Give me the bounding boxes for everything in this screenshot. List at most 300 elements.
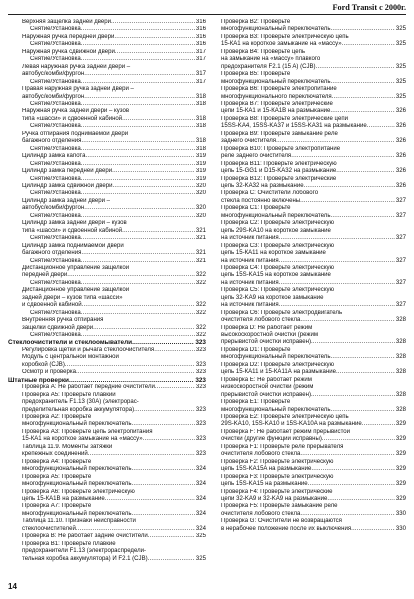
toc-entry-text: на источник питания bbox=[221, 235, 279, 242]
toc-page-number: 327 bbox=[395, 235, 406, 242]
toc-entry-text: многофункциональный переключатель bbox=[22, 510, 132, 517]
toc-page-number: 326 bbox=[395, 182, 406, 189]
toc-page-number: 320 bbox=[195, 205, 206, 212]
toc-page-number: 328 bbox=[395, 317, 406, 324]
toc-entry-text: Наружная ручка сдвижной двери bbox=[22, 48, 115, 55]
toc-entry-text: низкоскоростной очистки (режим bbox=[221, 384, 314, 391]
toc-entry-text: Проверка В4: Проверьте цепь bbox=[221, 48, 306, 55]
toc-entry bbox=[8, 64, 206, 79]
toc-entry-text: Проверка А7: Проверьте bbox=[22, 503, 92, 510]
toc-entry-text: задней двери – кузов типа «шасси» bbox=[22, 294, 123, 301]
toc-entry bbox=[207, 444, 406, 459]
leader-dots bbox=[86, 153, 195, 160]
toc-page-number: 328 bbox=[395, 391, 406, 398]
toc-entry-text: Дистанционное управление защелкой bbox=[22, 287, 130, 294]
toc-entry bbox=[207, 287, 406, 309]
toc-entry-text: Проверка В: Не работает задние очистители bbox=[22, 533, 148, 540]
leader-dots bbox=[114, 34, 195, 41]
toc-entry-text: на замыкание на «массу» плавкого bbox=[221, 56, 321, 63]
toc-entry-text: тельная коробка аккумулятора) И F2.1 (CJB) bbox=[22, 555, 148, 562]
toc-entry bbox=[8, 287, 206, 309]
toc-entry-text: Проверка В6: Проверьте электропитание bbox=[221, 86, 337, 93]
toc-entry-text: Проверка В1: Проверьте плавкие bbox=[22, 540, 116, 547]
leader-dots bbox=[330, 213, 394, 220]
leader-dots bbox=[105, 496, 195, 503]
toc-entry-text: многофункциональный переключатель bbox=[221, 26, 331, 33]
toc-page-number: 329 bbox=[395, 481, 406, 488]
leader-dots bbox=[330, 108, 395, 115]
toc-entry-text: Проверка В5: Проверьте bbox=[221, 71, 291, 78]
leader-dots bbox=[308, 481, 395, 488]
leader-dots bbox=[311, 339, 395, 346]
toc-entry-text: 29S-KA10, 15S-KA10 и 15S-KA10A на размыкание bbox=[221, 421, 362, 428]
leader-dots bbox=[131, 466, 194, 473]
toc-entry bbox=[207, 474, 406, 489]
toc-entry bbox=[207, 414, 406, 429]
toc-entry bbox=[8, 123, 206, 130]
toc-entry-text: Цилиндр замка задней двери – кузов bbox=[22, 220, 127, 227]
leader-dots bbox=[81, 79, 195, 86]
toc-entry-text: многофункциональный переключатель bbox=[22, 421, 132, 428]
leader-dots bbox=[82, 302, 195, 309]
toc-entry bbox=[8, 108, 206, 123]
toc-entry bbox=[8, 332, 206, 339]
toc-entry bbox=[207, 71, 406, 86]
toc-entry bbox=[8, 503, 206, 518]
toc-entry-text: защелки сдвижной двери bbox=[22, 324, 94, 331]
toc-entry bbox=[8, 190, 206, 197]
toc-page-number: 325 bbox=[395, 93, 406, 100]
toc-page-number: 325 bbox=[395, 41, 406, 48]
toc-entry bbox=[8, 474, 206, 489]
toc-page-number: 317 bbox=[195, 48, 206, 55]
toc-entry bbox=[8, 541, 206, 563]
leader-dots bbox=[84, 205, 195, 212]
leader-dots bbox=[81, 213, 195, 220]
toc-page-number: 320 bbox=[195, 182, 206, 189]
toc-entry bbox=[207, 503, 406, 518]
toc-entry-text: Штатные проверки bbox=[8, 376, 69, 384]
leader-dots bbox=[143, 436, 195, 443]
toc-entry-text: Проверка В10: Проверьте электропитание bbox=[221, 145, 341, 152]
leader-dots bbox=[115, 49, 195, 56]
leader-dots bbox=[76, 369, 195, 376]
leader-dots bbox=[122, 116, 195, 123]
toc-entry-text: цепь 15-КА11 и 15-КА11А на размыкание bbox=[221, 369, 336, 376]
toc-right-column bbox=[207, 19, 406, 533]
toc-entry-text: Проверка А3: Проверьте цепь электропитания bbox=[22, 428, 153, 435]
leader-dots bbox=[93, 325, 195, 332]
toc-entry-text: коробкой (CJB) bbox=[22, 361, 65, 368]
toc-entry-text: Ручка отпирания поднимаемой двери bbox=[22, 130, 129, 137]
toc-page-number: 330 bbox=[395, 510, 406, 517]
toc-entry bbox=[8, 198, 206, 213]
leader-dots bbox=[132, 339, 194, 346]
toc-entry bbox=[207, 459, 406, 474]
toc-page-number: 328 bbox=[395, 354, 406, 361]
toc-page-number: 324 bbox=[195, 466, 206, 473]
toc-entry bbox=[207, 377, 406, 399]
toc-entry-text: Снятие/Установка bbox=[30, 175, 81, 182]
toc-entry-text: Проверка А: Не работает передние очистители bbox=[22, 384, 155, 391]
toc-entry-text: Снятие/Установка bbox=[30, 78, 81, 85]
toc-page-number: 322 bbox=[195, 324, 206, 331]
toc-entry bbox=[8, 339, 206, 346]
toc-entry-text: Проверка С6: Проверьте электродвигатель bbox=[221, 309, 343, 316]
leader-dots bbox=[131, 481, 194, 488]
toc-entry-text: на источник питания bbox=[221, 257, 279, 264]
toc-entry bbox=[8, 41, 206, 48]
toc-entry bbox=[207, 116, 406, 131]
toc-entry-text: Проверка А6: Проверьте электрическую bbox=[22, 488, 135, 495]
toc-entry-text: багажного отделения bbox=[22, 250, 82, 257]
leader-dots bbox=[88, 451, 195, 458]
toc-entry-text: в нерабочее положение после их выключения bbox=[221, 525, 352, 532]
toc-entry-text: Проверка А4: Проверьте bbox=[22, 458, 92, 465]
leader-dots bbox=[81, 176, 195, 183]
toc-page-number: 316 bbox=[195, 33, 206, 40]
toc-page-number: 318 bbox=[195, 145, 206, 152]
leader-dots bbox=[155, 384, 195, 391]
toc-entry bbox=[8, 369, 206, 376]
toc-entry-text: Проверка Е2: Проверьте электрическую цепь bbox=[221, 414, 349, 421]
toc-entry bbox=[8, 176, 206, 183]
toc-entry-text: типа «шасси» и сдвоенной кабиной bbox=[22, 227, 123, 234]
toc-entry bbox=[207, 399, 406, 414]
leader-dots bbox=[304, 183, 395, 190]
toc-entry-text: Снятие/Установка bbox=[30, 190, 81, 197]
leader-dots bbox=[291, 153, 395, 160]
toc-page-number: 317 bbox=[195, 78, 206, 85]
toc-entry-text: цепи 32-KA9 и 32-KA9 на размыкание bbox=[221, 496, 328, 502]
toc-entry bbox=[207, 161, 406, 176]
leader-dots bbox=[362, 421, 395, 428]
toc-entry-text: цепи 15-КА1 и 15-КА1В на размыкание bbox=[221, 108, 331, 115]
toc-entry-text: Проверка В12: Проверьте электрические bbox=[221, 175, 337, 182]
toc-entry-text: реле заднего очистителя bbox=[221, 153, 292, 160]
toc-entry-text: Проверка В3: Проверьте электрическую цепь bbox=[221, 33, 349, 40]
leader-dots bbox=[81, 41, 195, 48]
toc-entry-text: Цилиндр замка передней двери bbox=[22, 168, 113, 175]
toc-entry bbox=[8, 243, 206, 258]
toc-entry bbox=[8, 310, 206, 317]
toc-page-number: 317 bbox=[195, 71, 206, 78]
toc-entry bbox=[207, 86, 406, 101]
toc-entry-text: прерывистой очистки исправен) bbox=[221, 339, 311, 346]
toc-entry-text: цепь 32-KA32 на размыкание bbox=[221, 182, 304, 189]
toc-entry bbox=[207, 489, 406, 504]
toc-entry bbox=[8, 377, 206, 384]
leader-dots bbox=[131, 511, 194, 518]
toc-entry bbox=[207, 347, 406, 362]
toc-entry-text: Проверка G: Очистители не возвращаются bbox=[221, 518, 342, 525]
toc-page-number: 324 bbox=[195, 525, 206, 532]
toc-entry-text: очистителя лобового стекла bbox=[221, 510, 301, 517]
toc-entry-text: Проверка F2: Проверьте электрическую bbox=[221, 458, 334, 465]
toc-entry bbox=[8, 49, 206, 56]
toc-page-number: 322 bbox=[195, 332, 206, 339]
toc-entry bbox=[207, 176, 406, 191]
leader-dots bbox=[367, 123, 395, 130]
page-number: 14 bbox=[8, 582, 17, 591]
toc-page-number: 327 bbox=[395, 197, 406, 204]
toc-entry bbox=[8, 317, 206, 332]
toc-entry bbox=[8, 354, 206, 369]
toc-entry bbox=[8, 34, 206, 41]
toc-entry-text: многофункциональный переключатель bbox=[221, 354, 331, 361]
toc-page-number: 327 bbox=[395, 279, 406, 286]
toc-page-number: 319 bbox=[195, 168, 206, 175]
toc-entry bbox=[8, 220, 206, 235]
toc-entry-text: Наружная ручка передней двери bbox=[22, 33, 115, 40]
toc-entry-text: Проверка F4: Проверьте электрические bbox=[221, 488, 333, 495]
leader-dots bbox=[336, 369, 395, 376]
toc-entry-text: Проверка В2: Проверьте bbox=[221, 19, 291, 25]
toc-page-number: 323 bbox=[195, 436, 206, 443]
leader-dots bbox=[76, 526, 195, 533]
leader-dots bbox=[81, 26, 195, 33]
leader-dots bbox=[122, 228, 195, 235]
toc-page-number: 329 bbox=[395, 466, 406, 473]
toc-page-number: 318 bbox=[195, 93, 206, 100]
toc-entry-text: многофункциональный переключатель bbox=[22, 481, 132, 488]
toc-entry bbox=[8, 213, 206, 220]
toc-entry-text: Проверка С1: Проверьте bbox=[221, 205, 291, 212]
toc-page-number: 326 bbox=[395, 138, 406, 145]
leader-dots bbox=[311, 466, 395, 473]
toc-entry bbox=[207, 146, 406, 161]
toc-entry-text: Стеклоочистители и стеклоомыватели bbox=[8, 339, 133, 347]
leader-dots bbox=[112, 168, 195, 175]
toc-page-number: 327 bbox=[395, 212, 406, 219]
toc-page-number: 321 bbox=[195, 250, 206, 257]
toc-page-number: 323 bbox=[195, 346, 206, 353]
leader-dots bbox=[300, 511, 395, 518]
toc-page-number: 317 bbox=[195, 56, 206, 63]
toc-entry-text: Снятие/Установка bbox=[30, 56, 81, 63]
toc-page-number: 318 bbox=[195, 115, 206, 122]
toc-entry bbox=[8, 280, 206, 287]
toc-entry bbox=[8, 153, 206, 160]
leader-dots bbox=[65, 362, 195, 369]
toc-entry bbox=[8, 258, 206, 265]
toc-entry bbox=[207, 518, 406, 533]
leader-dots bbox=[148, 556, 195, 563]
toc-entry-text: Снятие/Установка bbox=[30, 41, 81, 48]
toc-entry-text: и сдвоенной кабиной bbox=[22, 302, 82, 309]
toc-entry-text: 15-КА1 на короткое замыкание на «массу» bbox=[22, 436, 143, 443]
toc-entry-text: Проверка В7: Проверьте электрические bbox=[221, 100, 333, 107]
toc-entry bbox=[8, 161, 206, 168]
toc-entry-text: Проверка F3: Проверьте электрическую bbox=[221, 473, 334, 480]
toc-entry bbox=[207, 429, 406, 444]
leader-dots bbox=[332, 94, 395, 101]
header-title: Ford Transit с 2000г. bbox=[332, 3, 406, 12]
toc-page-number: 323 bbox=[195, 406, 206, 413]
toc-page-number: 323 bbox=[195, 451, 206, 458]
leader-dots bbox=[81, 161, 195, 168]
toc-page-number: 323 bbox=[195, 339, 206, 347]
toc-page-number: 318 bbox=[195, 100, 206, 107]
toc-entry bbox=[207, 34, 406, 49]
toc-entry-text: Дистанционное управление защелкой bbox=[22, 264, 130, 271]
toc-entry-text: очистки (другие функции исправны) bbox=[221, 436, 322, 443]
toc-entry-text: многофункциональный переключатель bbox=[221, 78, 331, 85]
toc-entry-text: Снятие/Установка bbox=[30, 145, 81, 152]
leader-dots bbox=[300, 317, 395, 324]
toc-page-number: 328 bbox=[395, 406, 406, 413]
leader-dots bbox=[330, 79, 394, 86]
toc-page-number: 323 bbox=[195, 384, 206, 391]
leader-dots bbox=[279, 302, 395, 309]
toc-entry bbox=[207, 101, 406, 116]
toc-page-number: 322 bbox=[195, 279, 206, 286]
toc-page-number: 330 bbox=[395, 525, 406, 532]
toc-entry bbox=[8, 459, 206, 474]
toc-entry-text: заднего очистителя bbox=[221, 138, 277, 145]
toc-page-number: 322 bbox=[195, 272, 206, 279]
toc-entry-text: Таблица 11.9. Моменты затяжки bbox=[22, 443, 113, 450]
toc-entry-text: предохранитель F1.13 (30А) (электрорас- bbox=[22, 399, 139, 406]
leader-dots bbox=[316, 64, 395, 71]
toc-entry-text: Цилиндр замка поднимаемой двери bbox=[22, 242, 124, 249]
toc-page-number: 329 bbox=[395, 436, 406, 443]
header-rule bbox=[8, 14, 406, 15]
toc-page-number: 323 bbox=[195, 421, 206, 428]
toc-page-number: 321 bbox=[195, 257, 206, 264]
toc-entry-text: Правая наружная ручка задней двери – bbox=[22, 86, 134, 93]
toc-entry-text: цепь 15S-KA15 на размыкание bbox=[221, 481, 308, 488]
toc-page-number: 326 bbox=[395, 123, 406, 130]
toc-entry-text: многофункциональный переключатель bbox=[22, 466, 132, 473]
toc-entry-text: цепь 15-GG1 и D15-KA32 на размыкание bbox=[221, 168, 337, 175]
leader-dots bbox=[81, 235, 195, 242]
toc-entry-text: Верхняя защелка задней двери bbox=[22, 19, 112, 25]
toc-entry-text: Проверка В9: Проверьте замыкание реле bbox=[221, 130, 338, 137]
toc-entry bbox=[8, 26, 206, 33]
toc-entry-text: Снятие/Установка bbox=[30, 160, 81, 167]
toc-entry-text: предохранителя F2.1 (15 A) (CJB) bbox=[221, 63, 316, 70]
toc-entry-text: багажного отделения bbox=[22, 138, 82, 145]
toc-entry bbox=[207, 243, 406, 265]
leader-dots bbox=[81, 138, 195, 145]
toc-entry-text: передней двери bbox=[22, 272, 68, 279]
leader-dots bbox=[81, 123, 195, 130]
toc-entry-text: 15SS-KA4, 15SS-KA37 и 15SS-KA31 на размыкание bbox=[221, 123, 367, 130]
toc-entry bbox=[8, 56, 206, 63]
toc-entry bbox=[8, 265, 206, 280]
leader-dots bbox=[300, 451, 395, 458]
toc-entry-text: Проверка Е1: Проверьте bbox=[221, 399, 291, 406]
toc-page-number: 323 bbox=[195, 369, 206, 376]
toc-entry-text: Проверка F: Не работает режим прерывистой bbox=[221, 428, 351, 435]
toc-page-number: 326 bbox=[395, 153, 406, 160]
toc-entry-text: Снятие/Установка bbox=[30, 100, 81, 107]
toc-page-number: 318 bbox=[195, 138, 206, 145]
toc-entry-text: цепь 15S-KA15 на короткое замыкание bbox=[221, 272, 331, 279]
toc-left-column bbox=[8, 19, 206, 563]
toc-page-number: 325 bbox=[395, 78, 406, 85]
toc-entry bbox=[8, 79, 206, 86]
leader-dots bbox=[330, 26, 394, 33]
toc-page-number: 328 bbox=[395, 369, 406, 376]
leader-dots bbox=[342, 41, 395, 48]
toc-page-number: 327 bbox=[395, 257, 406, 264]
leader-dots bbox=[81, 280, 195, 287]
toc-entry bbox=[8, 183, 206, 190]
toc-entry bbox=[8, 533, 206, 540]
toc-page-number: 319 bbox=[195, 175, 206, 182]
toc-page-number: 325 bbox=[395, 63, 406, 70]
toc-entry bbox=[207, 205, 406, 220]
toc-entry-text: прерывистой очистки исправен) bbox=[221, 391, 311, 398]
toc-entry-text: Проверка F5: Проверьте замыкание реле bbox=[221, 503, 338, 510]
toc-entry-text: Проверка Е: Не работает режим bbox=[221, 376, 312, 383]
toc-entry bbox=[8, 384, 206, 391]
toc-entry-text: Внутренняя ручка отпирания bbox=[22, 317, 104, 324]
toc-entry-text: высокоскоростной очистки (режим bbox=[221, 332, 318, 339]
leader-dots bbox=[134, 407, 195, 414]
leader-dots bbox=[81, 101, 195, 108]
leader-dots bbox=[327, 496, 395, 503]
leader-dots bbox=[276, 138, 395, 145]
toc-entry-text: Проверка С2: Проверьте электрическую bbox=[221, 220, 335, 227]
toc-entry bbox=[8, 429, 206, 444]
toc-entry-text: цепь 15-КА11 на короткое замыкание bbox=[221, 250, 326, 257]
toc-entry-text: очистителя лобового стекла bbox=[221, 317, 301, 324]
toc-entry-text: на источник питания bbox=[221, 279, 279, 286]
toc-entry-text: автобус/комби/фургон bbox=[22, 93, 85, 100]
toc-page-number: 324 bbox=[195, 496, 206, 502]
toc-entry-text: Цилиндр замка сдвижной двери bbox=[22, 182, 113, 189]
leader-dots bbox=[154, 347, 195, 354]
toc-entry-text: пределительная коробка аккумулятора) bbox=[22, 406, 135, 413]
leader-dots bbox=[69, 377, 194, 384]
toc-page-number: 318 bbox=[195, 123, 206, 130]
toc-entry-text: Снятие/Установка bbox=[30, 279, 81, 286]
toc-entry bbox=[8, 131, 206, 146]
toc-entry-text: Регулировка щетки и рычага стеклоочистителя bbox=[22, 346, 155, 353]
toc-entry bbox=[8, 19, 206, 26]
toc-entry-text: Проверка С4: Проверьте электрическую bbox=[221, 264, 335, 271]
toc-entry-text: Снятие/Установка bbox=[30, 235, 81, 242]
leader-dots bbox=[311, 392, 395, 399]
toc-entry-text: Проверка F1: Проверьте реле прерывателя bbox=[221, 443, 344, 450]
toc-entry-text: Проверка D2: Проверьте электрическую bbox=[221, 361, 335, 368]
toc-page-number: 320 bbox=[195, 212, 206, 219]
toc-page-number: 327 bbox=[395, 302, 406, 309]
toc-page-number: 329 bbox=[395, 451, 406, 458]
toc-entry-text: цепь 15-КА1В на размыкание bbox=[22, 496, 105, 502]
toc-entry-text: Проверка D1: Проверьте bbox=[221, 346, 291, 353]
toc-page-number: 328 bbox=[395, 339, 406, 346]
toc-page-number: 322 bbox=[195, 309, 206, 316]
leader-dots bbox=[81, 190, 195, 197]
toc-entry-text: крепежных соединений bbox=[22, 451, 88, 458]
toc-entry-text: автобус/комби/фургон bbox=[22, 71, 85, 78]
toc-entry-text: 15-КА1 на короткое замыкание на «массу» bbox=[221, 41, 342, 48]
toc-entry bbox=[207, 310, 406, 325]
toc-page-number: 322 bbox=[195, 302, 206, 309]
toc-page-number: 329 bbox=[395, 421, 406, 428]
toc-entry-text: на источник питания bbox=[221, 302, 279, 309]
leader-dots bbox=[322, 436, 395, 443]
toc-entry-text: Снятие/Установка bbox=[30, 26, 81, 33]
toc-entry bbox=[8, 489, 206, 504]
toc-page-number: 323 bbox=[195, 376, 206, 384]
toc-page-number: 326 bbox=[395, 168, 406, 175]
leader-dots bbox=[84, 71, 195, 78]
